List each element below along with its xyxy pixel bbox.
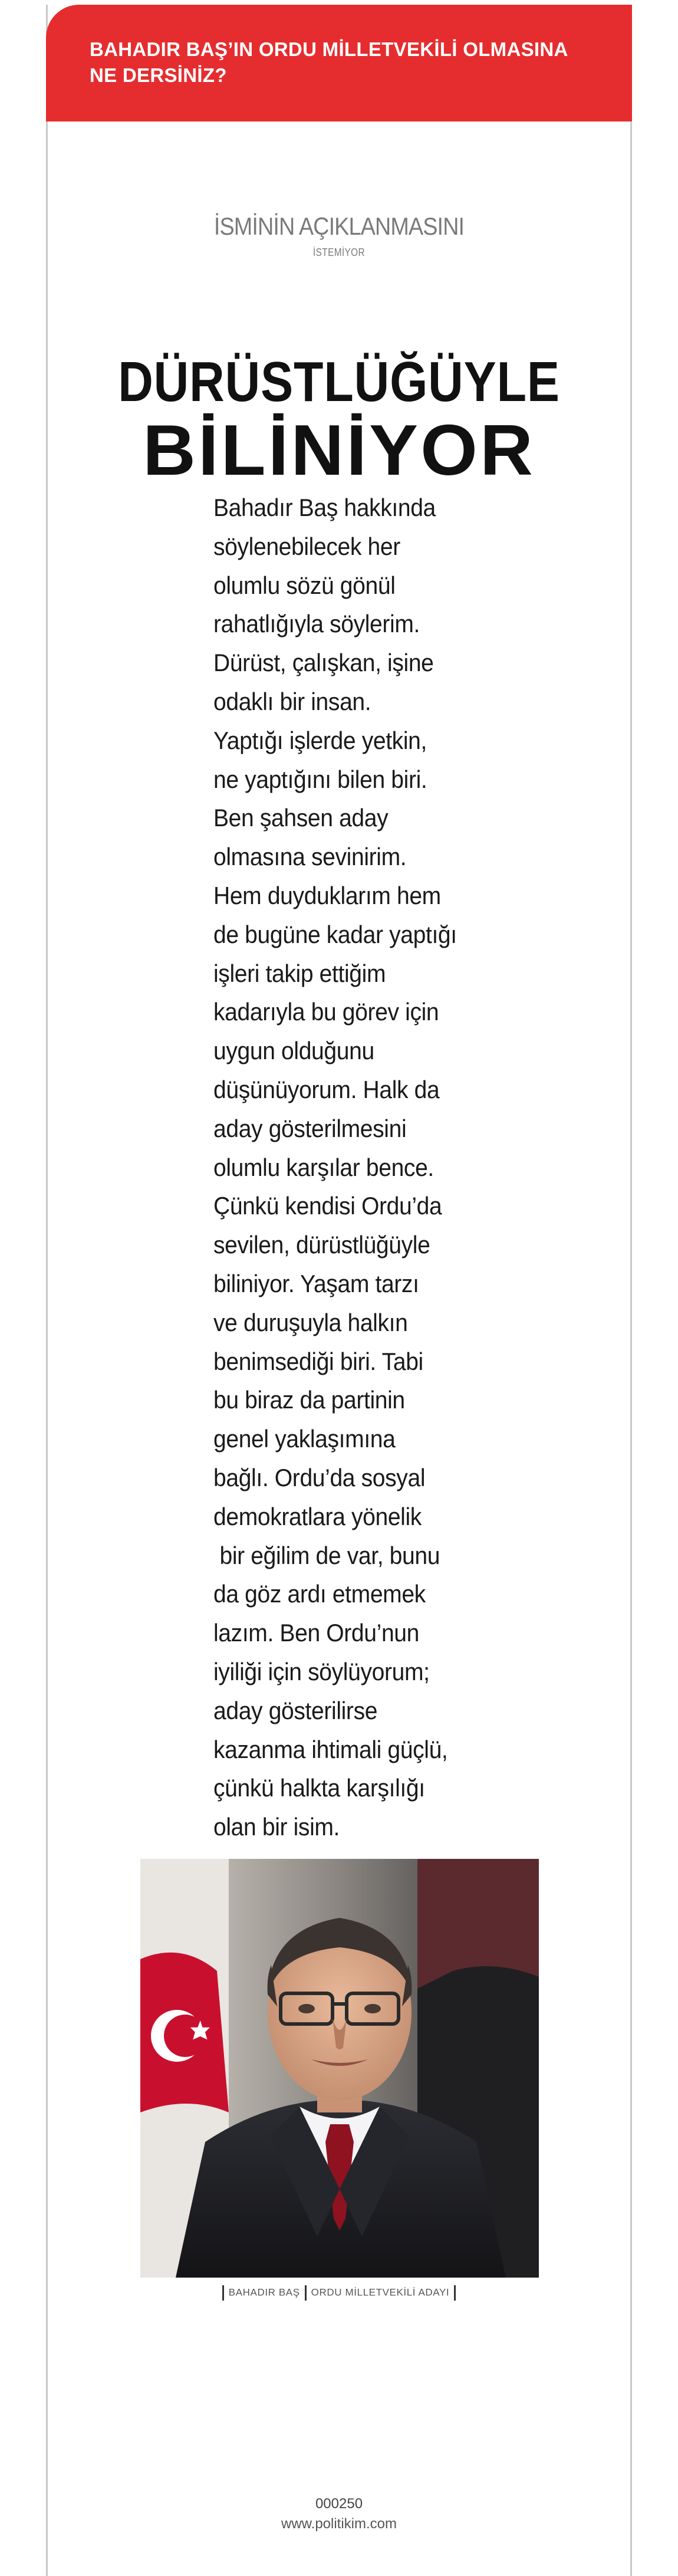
body-line: bir eğilim de var, bunu: [213, 1541, 440, 1569]
body-line: Bahadır Baş hakkında: [213, 494, 436, 521]
caption-role: ORDU MİLLETVEKİLİ ADAYI: [311, 2286, 450, 2298]
body-line: de bugüne kadar yaptığı: [213, 920, 457, 948]
body-line: Hem duyduklarım hem: [213, 881, 441, 909]
body-line: sevilen, dürüstlüğüyle: [213, 1231, 430, 1259]
body-line: kadarıyla bu görev için: [213, 998, 439, 1026]
body-line: benimsediği biri. Tabi: [213, 1347, 423, 1375]
caption-name: BAHADIR BAŞ: [228, 2286, 300, 2298]
body-line: odaklı bir insan.: [213, 687, 371, 715]
caption-divider: [454, 2285, 456, 2301]
caption-divider: [222, 2285, 224, 2301]
body-line: olmasına sevinirim.: [213, 843, 407, 871]
headline-line-1: DÜRÜSTLÜĞÜYLE: [118, 350, 560, 413]
body-line: söylenebilecek her: [213, 532, 400, 560]
body-line: Dürüst, çalışkan, işine: [213, 649, 434, 677]
body-line: işleri takip ettiğim: [213, 959, 386, 987]
body-line: olumlu karşılar bence.: [213, 1153, 434, 1181]
body-line: da göz ardı etmemek: [213, 1580, 426, 1608]
body-line: kazanma ihtimali güçlü,: [213, 1735, 448, 1763]
headline-line-2: BİLİNİYOR: [143, 410, 535, 490]
body-line: olumlu sözü gönül: [213, 571, 396, 599]
photo-caption: [0, 2283, 678, 2302]
header-title: BAHADIR BAŞ’IN ORDU MİLLETVEKİLİ OLMASINA NE DERSİNİZ?: [90, 38, 568, 86]
portrait-photo: [140, 1859, 539, 2278]
footer-page-number: 000250: [315, 2496, 363, 2512]
footer-website[interactable]: www.politikim.com: [281, 2516, 397, 2532]
body-line: biliniyor. Yaşam tarzı: [213, 1269, 419, 1297]
body-line: olan bir isim.: [213, 1813, 340, 1841]
body-line: demokratlara yönelik: [213, 1502, 422, 1530]
body-line: çünkü halkta karşılığı: [213, 1774, 425, 1802]
article-body: [213, 488, 485, 1846]
body-line: Ben şahsen aday: [213, 804, 389, 832]
body-line: ve duruşuyla halkın: [213, 1308, 408, 1336]
body-line: rahatlığıyla söylerim.: [213, 610, 420, 638]
body-line: ne yaptığını bilen biri.: [213, 765, 427, 793]
body-line: aday gösterilmesini: [213, 1114, 407, 1142]
portrait-photo-image: [140, 1859, 539, 2278]
body-line: Çünkü kendisi Ordu’da: [213, 1192, 442, 1220]
body-line: genel yaklaşımına: [213, 1425, 396, 1453]
body-line: iyiliği için söylüyorum;: [213, 1657, 430, 1685]
body-line: bu biraz da partinin: [213, 1386, 405, 1414]
body-line: bağlı. Ordu’da sosyal: [213, 1463, 426, 1491]
body-line: aday gösterilirse: [213, 1696, 378, 1724]
respondent-name-withheld-sub: İSTEMİYOR: [312, 247, 365, 258]
body-line: Yaptığı işlerde yetkin,: [213, 726, 427, 754]
header-band: [46, 5, 632, 121]
body-line: uygun olduğunu: [213, 1037, 374, 1065]
body-line: lazım. Ben Ordu’nun: [213, 1619, 419, 1647]
respondent-name-withheld: İSMİNİN AÇIKLANMASINI: [213, 212, 465, 240]
body-line: düşünüyorum. Halk da: [213, 1075, 440, 1103]
caption-divider: [305, 2285, 307, 2301]
